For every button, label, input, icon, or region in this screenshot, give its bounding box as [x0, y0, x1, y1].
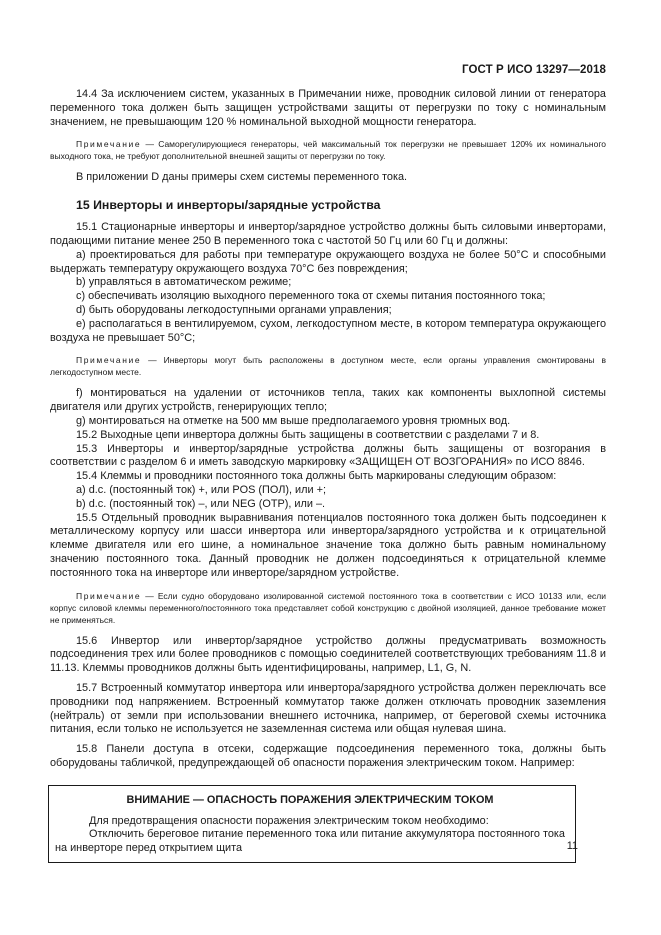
- section-title: 15 Инверторы и инверторы/зарядные устройства: [76, 198, 381, 213]
- list-item-b: b) управляться в автоматическом режиме;: [76, 276, 292, 289]
- warning-line-2: Отключить береговое питание переменного тока или питание аккумулятора постоянного тока на инверторе перед открытием щита: [55, 828, 565, 855]
- list-item-c: c) обеспечивать изоляцию выходного переменного тока от схемы питания постоянного тока;: [76, 290, 546, 303]
- note-3: [50, 590, 606, 626]
- warning-title: ВНИМАНИЕ — ОПАСНОСТЬ ПОРАЖЕНИЯ ЭЛЕКТРИЧЕСКИМ ТОКОМ: [126, 793, 494, 806]
- note-text: — Саморегулирующиеся генераторы, чей максимальный ток перегрузки не превышает 120% их номинального выходного тока, не требуют дополнительной внешней защиты от перегрузки по току.: [50, 139, 606, 162]
- list-item-dc-minus: b) d.c. (постоянный ток) –, или NEG (OTP), или –.: [76, 497, 326, 510]
- paragraph-15-6: 15.6 Инвертор или инвертор/зарядное устройство должны предусматривать возможность подсоединения трех или более проводников с помощью соединителей соответствующих требованиям 11.8 и 11.13. Клеммы проводников должны быть идентифицированы, например, L1, G, N.: [50, 634, 606, 675]
- paragraph-15-3: 15.3 Инверторы и инвертор/зарядные устройства должны быть защищены от возгорания в соответствии с разделом 6 и иметь заводскую маркировку «ЗАЩИЩЕН ОТ ВОЗГОРАНИЯ» по ИСО 8846.: [50, 442, 606, 469]
- list-item-dc-plus: a) d.c. (постоянный ток) +, или POS (ПОЛ), или +;: [76, 483, 326, 496]
- paragraph-15-7: 15.7 Встроенный коммутатор инвертора или инвертора/зарядного устройства должен переключать все проводники под напряжением. Встроенный коммутатор также должен отключать проводник заземления (нейтраль) от земли при использовании внешнего источника, например, от береговой схемы источника питания, если только не используется не заземленная система или общая нулевая шина.: [50, 681, 606, 736]
- warning-box: [48, 785, 576, 863]
- paragraph-15-8: 15.8 Панели доступа в отсеки, содержащие подсоединения переменного тока, должны быть оборудованы табличкой, предупреждающей об опасности поражения электрическим током. Например:: [50, 743, 606, 769]
- list-item-g: g) монтироваться на отметке на 500 мм выше предполагаемого уровня трюмных вод.: [76, 414, 511, 427]
- paragraph-14-4: 14.4 За исключением систем, указанных в Примечании ниже, проводник силовой линии от генератора переменного тока должен быть защищен устройствами защиты от перегрузки по току с номинальным значением, не превышающим 120 % номинальной выходной мощности генератора.: [50, 88, 606, 128]
- paragraph-15-5: 15.5 Отдельный проводник выравнивания потенциалов постоянного тока должен быть подсоединен к металлическому корпусу или шасси инвертора или инвертора/зарядного устройства и к отрицательной клемме двигателя или его шине, а номинальное значение тока должно быть равным номинальному значению постоянного тока. Данный проводник не должен подсоединяться к отрицательной клемме постоянного тока на инверторе или инверторе/зарядном устройстве.: [50, 511, 606, 579]
- warning-line-1: Для предотвращения опасности поражения электрическим током необходимо:: [89, 814, 489, 827]
- paragraph-annex-d: В приложении D даны примеры схем системы переменного тока.: [76, 171, 408, 184]
- list-item-a: a) проектироваться для работы при температуре окружающего воздуха не более 50°C и способными выдержать температуру окружающего воздуха 70°C без повреждения;: [50, 248, 606, 275]
- list-item-f: f) монтироваться на удалении от источников тепла, таких как компоненты выхлопной системы двигателя или других устройств, генерирующих тепло;: [50, 387, 606, 414]
- note-text: — Если судно оборудовано изолированной системой постоянного тока в соответствии с ИСО 10133 или, если корпус силовой клеммы переменного/постоянного тока представляет собой конструкцию с двойной изоляцией, данное требование может не применяться.: [50, 590, 606, 625]
- note-text: — Инверторы могут быть расположены в доступном месте, если органы управления смонтированы в легкодоступном месте.: [50, 355, 606, 378]
- paragraph-15-4: 15.4 Клеммы и проводники постоянного тока должны быть маркированы следующим образом:: [76, 470, 557, 483]
- paragraph-15-2: 15.2 Выходные цепи инвертора должны быть защищены в соответствии с разделами 7 и 8.: [76, 428, 540, 441]
- list-item-d: d) быть оборудованы легкодоступными органами управления;: [76, 303, 392, 316]
- document-header: ГОСТ Р ИСО 13297—2018: [461, 64, 606, 76]
- note-label: Примечание: [76, 355, 142, 366]
- page-number: 11: [566, 840, 578, 852]
- note-2: [50, 354, 606, 378]
- page-content: [50, 88, 606, 863]
- paragraph-15-1: 15.1 Стационарные инверторы и инвертор/зарядное устройство должны быть силовыми инверторами, подающими питание менее 250 В переменного тока с частотой 50 Гц или 60 Гц и должны:: [50, 221, 606, 247]
- note-label: Примечание: [76, 139, 142, 150]
- note-1: [50, 138, 606, 162]
- list-item-e: e) располагаться в вентилируемом, сухом, легкодоступном месте, в котором температура окружающего воздуха не превышает 50°C;: [50, 317, 606, 344]
- note-label: Примечание: [76, 590, 142, 601]
